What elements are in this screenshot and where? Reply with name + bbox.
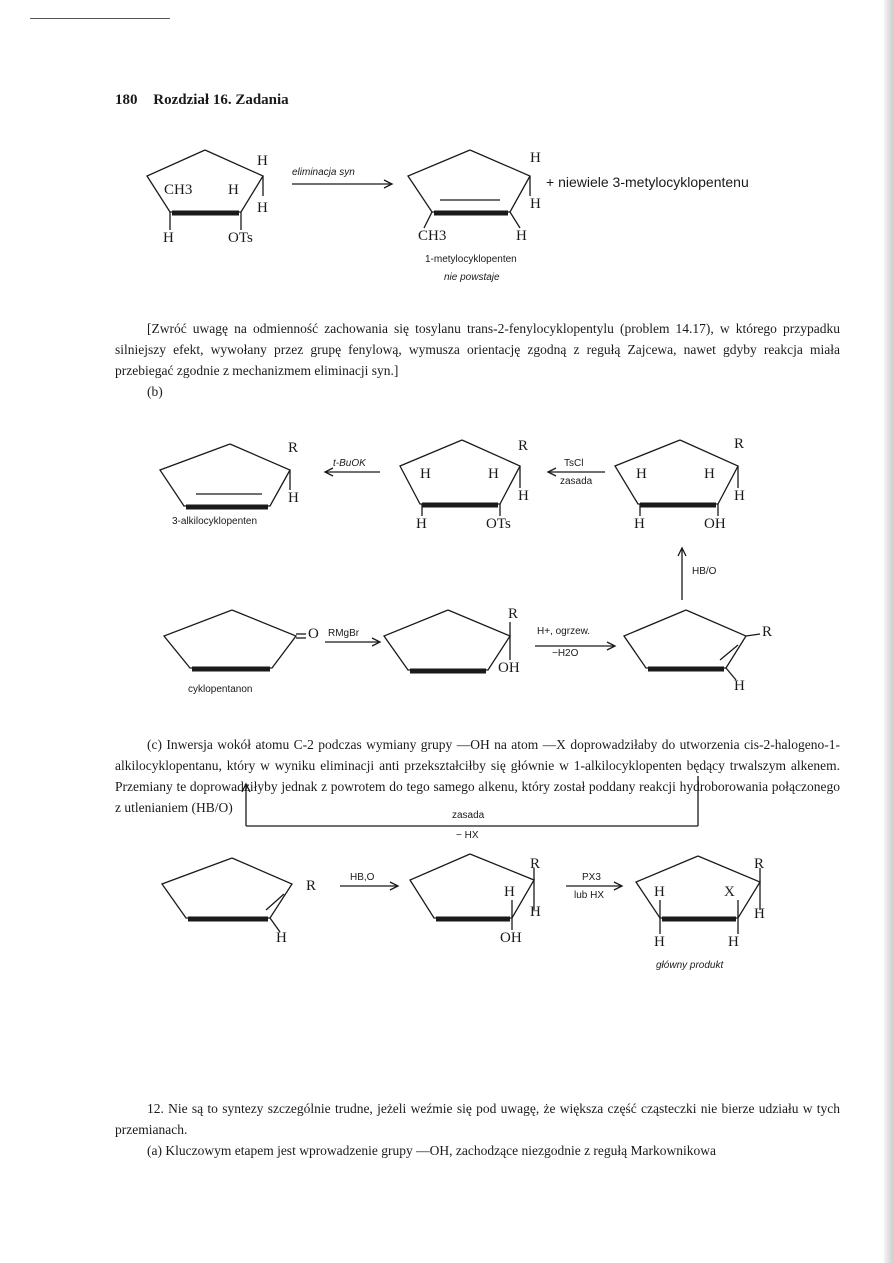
b-arrow2-top: TsCl <box>564 458 584 469</box>
b-alc-r: R <box>734 436 745 452</box>
ring-b-alcohol <box>615 440 738 504</box>
c-alc-r: R <box>530 856 541 872</box>
b-alkene-name: 3-alkilocyklopenten <box>172 516 258 527</box>
c-arrow2-top: PX3 <box>582 872 601 883</box>
ring-b-tosylate <box>400 440 520 504</box>
c-back-bottom: − HX <box>456 830 479 841</box>
paragraph-a <box>115 318 840 402</box>
bond-b-alkene2-r <box>746 634 760 636</box>
b-alkene-h: H <box>288 490 299 506</box>
paragraph-c <box>115 734 840 818</box>
b-arrow3: RMgBr <box>328 628 360 639</box>
ring-b-ketone <box>164 610 296 668</box>
ring-b-alkene <box>160 444 290 506</box>
ring-c-alkene <box>162 858 292 918</box>
a-product-ch3: CH3 <box>418 228 447 244</box>
a-reactant-h-mid: H <box>228 182 239 198</box>
a-product-note: nie powstaje <box>444 272 500 283</box>
b-tos-ots: OTs <box>486 516 511 532</box>
b-alkene2-r: R <box>762 624 773 640</box>
c-hal-x: X <box>724 884 735 900</box>
c-hal-h4: H <box>728 934 739 950</box>
a-product-name: 1-metylocyklopenten <box>425 254 517 265</box>
problem-12a-text: (a) Kluczowym etapem jest wprowadzenie grupy —OH, zachodzące niezgodnie z regułą Markownikowa <box>147 1143 717 1158</box>
b-arrow2-bottom: zasada <box>560 476 593 487</box>
b-tos-h2: H <box>488 466 499 482</box>
b-ketone-o: O <box>308 626 319 642</box>
b-alkene-r: R <box>288 440 299 456</box>
c-alkene-r: R <box>306 878 317 894</box>
ring-a-reactant <box>147 150 263 212</box>
b-arrow4-top: H+, ogrzew. <box>537 626 591 637</box>
c-alkene-h: H <box>276 930 287 946</box>
ring-c-alcohol <box>410 854 534 918</box>
b-tert-r: R <box>508 606 519 622</box>
paragraph-c-text: (c) Inwersja wokół atomu C-2 podczas wymiany grupy —OH na atom —X doprowadziłaby do utworzenia cis-2-halogeno-1-alkilocyklopentanu, który w wyniku eliminacji anti przekształciłby się głównie w 1-alkilocyklopenten będący trwalszym alkenem. Przemiany te doprowadziłyby jednak z powrotem do tego samego alkenu, który został poddany reakcji hydroborowania połączonego z utlenianiem (HB/O) <box>115 737 840 815</box>
c-hal-h3: H <box>654 934 665 950</box>
c-hal-r: R <box>754 856 765 872</box>
ring-a-product <box>408 150 530 212</box>
b-ketone-name: cyklopentanon <box>188 684 253 695</box>
ring-b-tert-alcohol <box>384 610 510 670</box>
c-main-product-note: główny produkt <box>656 960 724 971</box>
c-back-top: zasada <box>452 810 485 821</box>
b-alkene2-h: H <box>734 678 745 694</box>
b-alc-h3: H <box>734 488 745 504</box>
c-arrow2-bottom: lub HX <box>574 890 605 901</box>
a-product-h-top: H <box>530 150 541 166</box>
a-reactant-ots: OTs <box>228 230 253 246</box>
b-alc-h2: H <box>704 466 715 482</box>
c-alc-h2: H <box>530 904 541 920</box>
a-reactant-ch3: CH3 <box>164 182 193 198</box>
problem-12-text: 12. Nie są to syntezy szczególnie trudne, jeżeli weźmie się pod uwagę, że większa część cząsteczki nie bierze udziału w tych przemianach. <box>115 1101 840 1137</box>
ring-c-alkene-double <box>266 894 284 910</box>
a-side-product: + niewiele 3-metylocyklopentenu <box>546 174 749 190</box>
c-alc-h1: H <box>504 884 515 900</box>
paragraph-a-text: [Zwróć uwagę na odmienność zachowania się tosylanu trans-2-fenylocyklopentylu (problem 14.17), w którego przypadku silniejszy efekt, wywołany przez grupę fenylową, wymusza orientację zgodną z regułą Zajcewa, nawet gdyby reakcja miała przebiegać zgodnie z mechanizmem eliminacji syn.] <box>115 321 840 378</box>
chapter-title: Rozdział 16. Zadania <box>153 92 289 108</box>
b-tos-r: R <box>518 438 529 454</box>
b-arrow4-bottom: −H2O <box>552 648 579 659</box>
c-hal-h1: H <box>654 884 665 900</box>
bond-a-product-ch3 <box>424 212 432 228</box>
a-reactant-h-top: H <box>257 153 268 169</box>
b-tos-h3: H <box>518 488 529 504</box>
b-alc-oh: OH <box>704 516 726 532</box>
a-reactant-h-right: H <box>257 200 268 216</box>
label-b: (b) <box>147 384 163 399</box>
a-reactant-h-bottom: H <box>163 230 174 246</box>
c-hal-h2: H <box>754 906 765 922</box>
c-alc-oh: OH <box>500 930 522 946</box>
b-alc-h1: H <box>636 466 647 482</box>
problem-12 <box>115 1098 840 1161</box>
page-number: 180 <box>115 92 138 108</box>
b-tos-h4: H <box>416 516 427 532</box>
a-product-h-bottom: H <box>516 228 527 244</box>
b-tos-h1: H <box>420 466 431 482</box>
a-product-h-right: H <box>530 196 541 212</box>
ring-b-alkene2 <box>624 610 746 668</box>
bond-a-product-h2 <box>510 212 520 228</box>
a-arrow-label: eliminacja syn <box>292 167 355 178</box>
b-tert-oh: OH <box>498 660 520 676</box>
b-arrow1: t-BuOK <box>333 458 366 469</box>
b-alc-h4: H <box>634 516 645 532</box>
b-arrow-up-label: HB/O <box>692 566 717 577</box>
c-arrow1: HB,O <box>350 872 375 883</box>
